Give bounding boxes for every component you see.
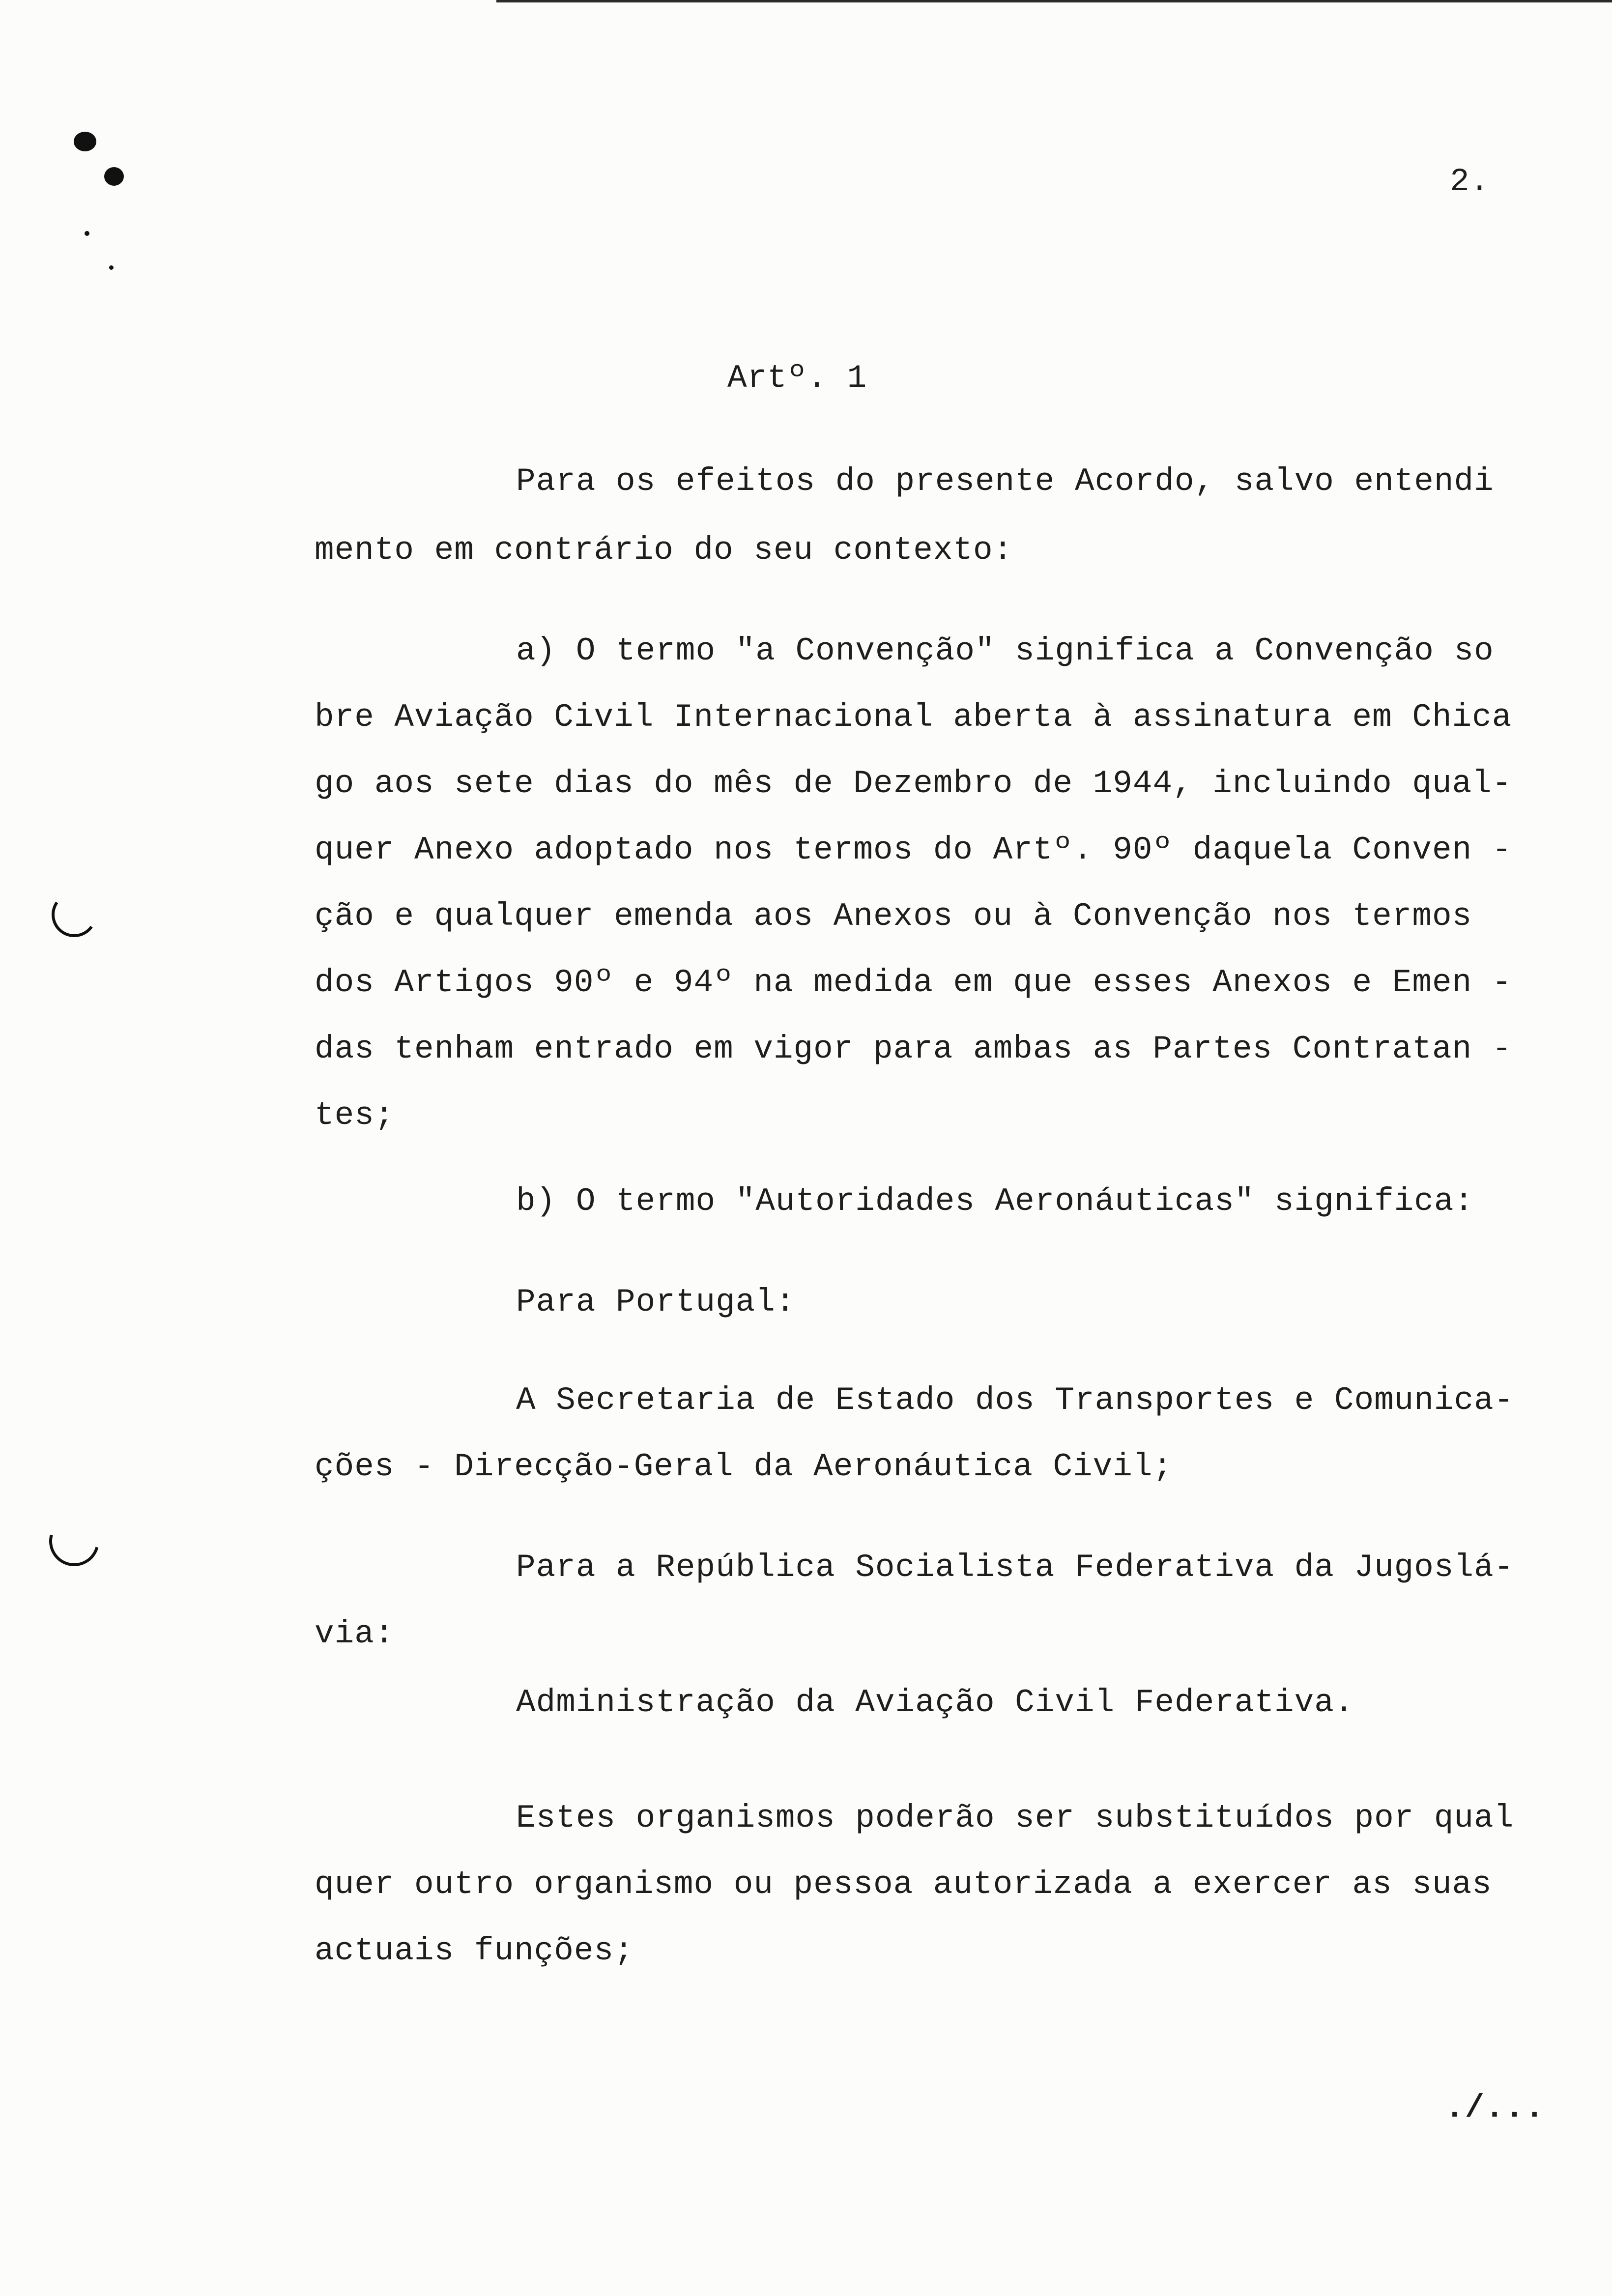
- body-line: a) O termo "a Convenção" significa a Convenção so: [516, 632, 1494, 669]
- body-line: quer outro organismo ou pessoa autorizada a exercer as suas: [315, 1866, 1492, 1903]
- body-line: Para Portugal:: [516, 1284, 796, 1320]
- body-line: bre Aviação Civil Internacional aberta à assinatura em Chica: [315, 699, 1512, 736]
- body-line: go aos sete dias do mês de Dezembro de 1944, incluindo qual-: [315, 765, 1512, 802]
- body-line: actuais funções;: [315, 1932, 634, 1969]
- body-line: ções - Direcção-Geral da Aeronáutica Civil;: [315, 1448, 1173, 1485]
- punch-hole-mark: [48, 889, 101, 941]
- body-line: Estes organismos poderão ser substituídos por qual: [516, 1800, 1514, 1837]
- article-heading: Artº. 1: [727, 360, 867, 397]
- top-edge-rule: [496, 0, 1612, 2]
- body-line: tes;: [315, 1097, 395, 1134]
- binding-mark: [104, 167, 124, 186]
- body-line: das tenham entrado em vigor para ambas as Partes Contratan -: [315, 1031, 1512, 1067]
- punch-hole-mark: [40, 1507, 108, 1575]
- binding-mark: [85, 231, 89, 236]
- body-line: b) O termo "Autoridades Aeronáuticas" significa:: [516, 1183, 1474, 1220]
- body-line: via:: [315, 1615, 395, 1652]
- page-number: 2.: [1450, 163, 1490, 200]
- body-line: A Secretaria de Estado dos Transportes e Comunica-: [516, 1382, 1514, 1419]
- binding-mark: [74, 132, 96, 151]
- binding-mark: [109, 265, 114, 270]
- body-line: dos Artigos 90º e 94º na medida em que esses Anexos e Emen -: [315, 964, 1512, 1001]
- body-line: ção e qualquer emenda aos Anexos ou à Convenção nos termos: [315, 898, 1472, 935]
- body-line: quer Anexo adoptado nos termos do Artº. 90º daquela Conven -: [315, 832, 1512, 868]
- body-line: Administração da Aviação Civil Federativa.: [516, 1684, 1354, 1721]
- body-line: Para a República Socialista Federativa da Jugoslá-: [516, 1549, 1514, 1586]
- body-line: mento em contrário do seu contexto:: [315, 532, 1013, 569]
- body-line: Para os efeitos do presente Acordo, salvo entendi: [516, 463, 1494, 500]
- continuation-mark: ./...: [1445, 2090, 1545, 2126]
